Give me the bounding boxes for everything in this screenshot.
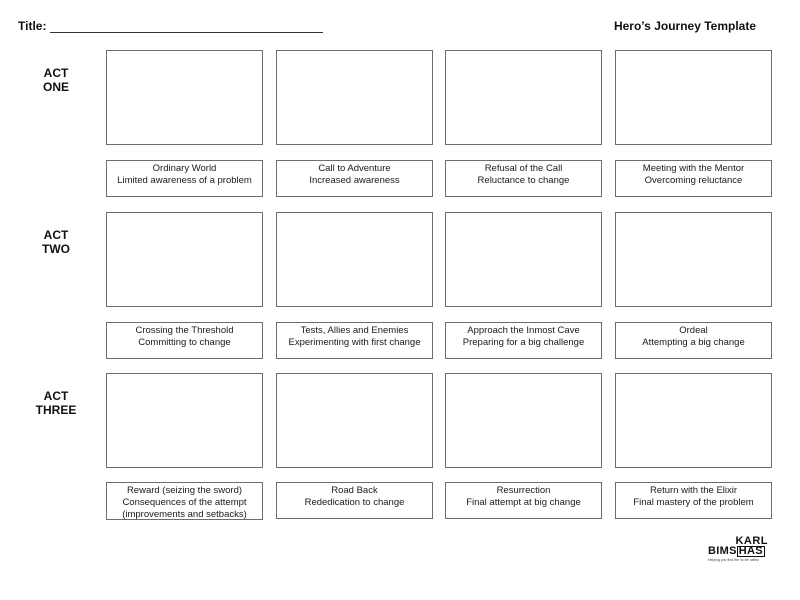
stage-caption xyxy=(615,322,772,359)
stage-description: Increased awareness xyxy=(309,175,400,186)
story-panel[interactable] xyxy=(615,212,772,307)
stage-name: Ordeal xyxy=(679,325,708,336)
logo-last-name xyxy=(708,546,765,557)
stage-name: Return with the Elixir xyxy=(649,485,738,496)
act-label xyxy=(24,228,88,256)
title-label: Title: xyxy=(18,19,47,33)
stage-description: Overcoming reluctance xyxy=(644,175,743,186)
stage-name: Resurrection xyxy=(496,485,551,496)
stage-name: Call to Adventure xyxy=(318,163,391,174)
stage-name: Crossing the Threshold xyxy=(135,325,234,336)
act-word: ACT xyxy=(43,389,69,403)
stage-description: (improvements and setbacks) xyxy=(122,509,247,520)
logo-first-name: KARL xyxy=(735,535,768,547)
stage-name: Reward (seizing the sword) xyxy=(126,485,243,496)
stage-name: Tests, Allies and Enemies xyxy=(300,325,409,336)
story-panel[interactable] xyxy=(445,50,602,145)
stage-name: Refusal of the Call xyxy=(484,163,563,174)
stage-caption xyxy=(276,482,433,519)
stage-description: Final mastery of the problem xyxy=(633,497,754,508)
stage-caption xyxy=(106,160,263,197)
stage-caption xyxy=(615,160,772,197)
stage-name: Road Back xyxy=(331,485,378,496)
title-field-line[interactable] xyxy=(50,32,323,33)
act-number: THREE xyxy=(35,403,77,417)
story-panel[interactable] xyxy=(276,212,433,307)
act-label xyxy=(24,389,88,417)
act-word: ACT xyxy=(43,228,69,242)
stage-caption xyxy=(276,322,433,359)
stage-description: Committing to change xyxy=(138,337,231,348)
stage-caption xyxy=(445,482,602,519)
logo-last-name-a: BIMS xyxy=(708,545,737,557)
story-panel[interactable] xyxy=(106,212,263,307)
act-word: ACT xyxy=(43,66,69,80)
stage-caption xyxy=(445,160,602,197)
stage-description: Experimenting with first change xyxy=(288,337,421,348)
stage-caption xyxy=(445,322,602,359)
stage-description: Consequences of the attempt xyxy=(122,497,247,508)
story-panel[interactable] xyxy=(106,50,263,145)
stage-description: Final attempt at big change xyxy=(466,497,581,508)
karl-bimshas-logo xyxy=(708,536,768,564)
logo-tagline: Helping you find the ‘to be’ within xyxy=(708,558,760,562)
story-panel[interactable] xyxy=(615,50,772,145)
act-number: ONE xyxy=(42,80,69,94)
story-panel[interactable] xyxy=(276,50,433,145)
story-panel[interactable] xyxy=(445,373,602,468)
stage-description: Attempting a big change xyxy=(642,337,745,348)
story-panel[interactable] xyxy=(445,212,602,307)
stage-caption xyxy=(106,482,263,520)
stage-name: Approach the Inmost Cave xyxy=(467,325,580,336)
stage-name: Meeting with the Mentor xyxy=(642,163,745,174)
stage-caption xyxy=(106,322,263,359)
story-panel[interactable] xyxy=(106,373,263,468)
stage-name: Ordinary World xyxy=(152,163,217,174)
logo-last-name-b: HAS xyxy=(738,545,763,557)
act-number: TWO xyxy=(42,242,70,256)
stage-description: Limited awareness of a problem xyxy=(117,175,252,186)
story-panel[interactable] xyxy=(276,373,433,468)
stage-description: Preparing for a big challenge xyxy=(462,337,585,348)
story-panel[interactable] xyxy=(615,373,772,468)
stage-caption xyxy=(615,482,772,519)
stage-description: Rededication to change xyxy=(304,497,405,508)
stage-caption xyxy=(276,160,433,197)
template-name: Hero’s Journey Template xyxy=(613,19,756,33)
act-label xyxy=(24,66,88,94)
stage-description: Reluctance to change xyxy=(477,175,570,186)
